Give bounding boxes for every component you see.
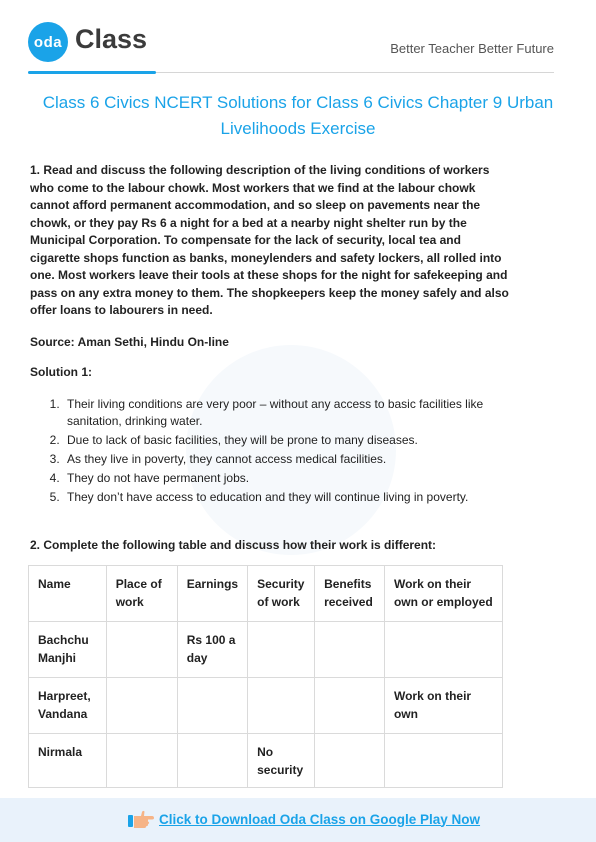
table-cell: No security (248, 734, 315, 788)
table-cell: Harpreet, Vandana (29, 678, 107, 734)
list-item: 5. They don’t have access to education and they will continue living in poverty. (63, 489, 510, 507)
table-cell: Nirmala (29, 734, 107, 788)
pointing-hand-icon (128, 809, 154, 829)
solution-1-label: Solution 1: (30, 365, 92, 379)
table-header-cell: Earnings (177, 566, 247, 622)
list-item: 3. As they live in poverty, they cannot access medical facilities. (63, 451, 510, 469)
question-1: 1. Read and discuss the following description of the living conditions of workers who come to the labour chowk. Most workers that we find at the labour chowk cannot afford permanent accommodation, and so sleep on pavements near the chowk, or they pay Rs 6 a night for a bed at a nearby night shelter run by the Municipal Corporation. To compensate for the lack of security, local tea and cigarette shops function as banks, moneylenders and safety lockers, all rolled into one. Most workers leave their tools at these shops for the night for safekeeping and pass on any extra money to them. The shopkeepers keep the money safely and also offer loans to labourers in need. (30, 163, 509, 317)
page-title: Class 6 Civics NCERT Solutions for Class 6 Civics Chapter 9 Urban Livelihoods Exercise (42, 93, 554, 138)
table-cell: Work on their own (384, 678, 502, 734)
table-header-cell: Name (29, 566, 107, 622)
table-cell: Bachchu Manjhi (29, 622, 107, 678)
table-cell: Rs 100 a day (177, 622, 247, 678)
oda-logo-icon (28, 22, 68, 62)
table-header-cell: Place of work (106, 566, 177, 622)
table-cell (177, 678, 247, 734)
table-header-cell: Benefits received (315, 566, 385, 622)
table-cell (177, 734, 247, 788)
header-accent-bar (28, 71, 156, 74)
logo-word: Class (75, 24, 148, 54)
footer-cta[interactable] (128, 808, 480, 830)
table-header-cell: Security of work (248, 566, 315, 622)
table-row (29, 678, 503, 734)
table-row (29, 622, 503, 678)
table-header-row (29, 566, 503, 622)
table-cell (384, 622, 502, 678)
table-cell (315, 622, 385, 678)
table-cell (248, 678, 315, 734)
solution-1-list (30, 396, 510, 507)
table-cell (315, 678, 385, 734)
table-cell (106, 734, 177, 788)
work-table (28, 565, 503, 788)
table-cell (315, 734, 385, 788)
table-cell (106, 678, 177, 734)
list-item: 1. Their living conditions are very poor – without any access to basic facilities like sanitation, drinking water. (63, 396, 510, 431)
table-row (29, 734, 503, 788)
table-header-cell: Work on their own or employed (384, 566, 502, 622)
question-2: 2. Complete the following table and discuss how their work is different: (30, 538, 437, 552)
list-item: 4. They do not have permanent jobs. (63, 470, 510, 488)
footer-banner (0, 798, 596, 842)
list-item: 2. Due to lack of basic facilities, they will be prone to many diseases. (63, 432, 510, 450)
download-link[interactable]: Click to Download Oda Class on Google Play Now (159, 811, 481, 827)
table-cell (248, 622, 315, 678)
table-cell (384, 734, 502, 788)
main-content (30, 162, 510, 508)
table-cell (106, 622, 177, 678)
source-line: Source: Aman Sethi, Hindu On-line (30, 334, 229, 349)
tagline: Better Teacher Better Future (390, 41, 554, 56)
logo-text: oda (33, 33, 63, 51)
page-header (28, 22, 554, 74)
